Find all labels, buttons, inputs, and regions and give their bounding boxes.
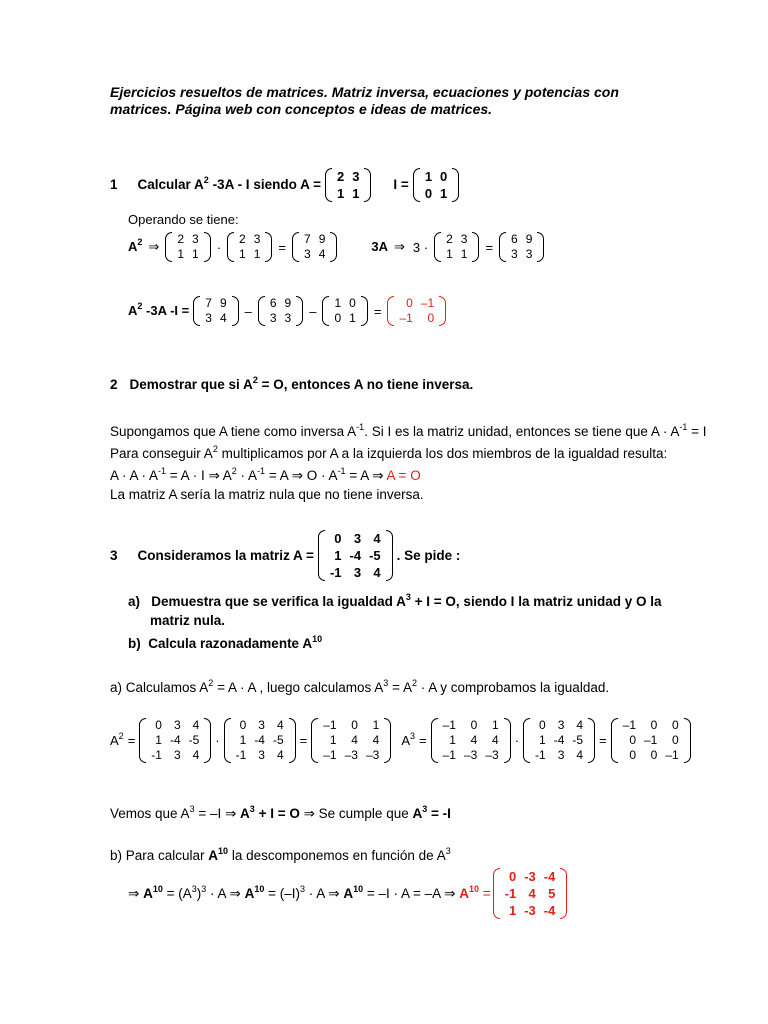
ex2-statement: 2 Demostrar que si $A^2 = O$, entonces A no tiene inversa. <box>110 375 474 392</box>
ex2-p3: $A \cdot A \cdot A^{-1} = A \cdot I$ ⇒ $A^2 \cdot A^{-1} = A$ ⇒ $O \cdot A^{-1} = A$ ⇒ A = O <box>110 466 421 483</box>
ex3-products: $A^2$ = 0 3 4 1 -4 -5 -1 3 4 · 0 3 4 1 -4 -5 -1 3 4 = –1 0 1 1 4 4 –1 –3 –3 $A^3$ = –1 0 1 1 4 4 –1 –3 –3 · 0 3 4 1 -4 -5 -1 3 4 = –1 0 0 0 –1 0 0 0 –1 <box>110 718 691 763</box>
operando-text: Operando se tiene: <box>128 212 239 227</box>
ex3-vemos: Vemos que $A^3 = -I$ ⇒ $A^3 + I = O$ ⇒ Se cumple que $A^3 = -I$ <box>110 804 451 821</box>
matrix-A: 2 3 1 1 <box>325 168 371 202</box>
ex3-statement: 3 Consideramos la matriz A = 0 3 4 1 -4 -5 -1 3 4 . Se pide : <box>110 531 461 580</box>
ex3-sol-b: b) Para calcular $A^{10}$ la descomponemos en función de $A^3$ <box>110 846 451 863</box>
ex3-part-a: a) Demuestra que se verifica la igualdad $A^3 + I = O$, siendo I la matriz unidad y O la <box>128 592 662 609</box>
ex1-statement: 1 Calcular $A^2$ -3A - I siendo A = 2 3 1 1 I = 1 0 0 1 <box>110 168 459 202</box>
ex2-p1: Supongamos que A tiene como inversa $A^{-1}$. Si I es la matriz unidad, entonces se tiene que $A \cdot A^{-1} = I$ <box>110 422 707 439</box>
ex3-part-a-cont: matriz nula. <box>150 613 226 628</box>
ex3-sol-a: a) Calculamos $A^2 = A \cdot A$ , luego calculamos $A^3 = A^2 \cdot A$ y comprobamos la igualdad. <box>110 678 610 695</box>
matrix-A3x3: 0 3 4 1 -4 -5 -1 3 4 <box>318 530 393 581</box>
ex1-final-equation: $A^2$ -3A -I = 7 9 3 4 – 6 9 3 3 – 1 0 0 1 = 0 –1 –1 0 <box>128 296 446 326</box>
ex1-A2-equation: $A^2$ ⇒ 2 3 1 1 · 2 3 1 1 = 7 9 3 4 3A ⇒ 3 · 2 3 1 1 = 6 9 3 3 <box>128 232 544 262</box>
matrix-A10-result: 0 -3 -4 -1 4 5 1 -3 -4 <box>493 868 568 919</box>
page-title: Ejercicios resueltos de matrices. Matriz inversa, ecuaciones y potencias con matrices. Página web con conceptos e ideas de matrices. <box>110 84 619 117</box>
ex2-p2: Para conseguir $A^2$ multiplicamos por A a la izquierda los dos miembros de la igualdad resulta: <box>110 444 668 461</box>
ex3-A10-chain: ⇒ $A^{10} = (A^3)^3 \cdot A$ ⇒ $A^{10} = (-I)^3 \cdot A$ ⇒ $A^{10} = -I \cdot A = -A$ ⇒ $A^{10}$ = 0 -3 -4 -1 4 5 1 -3 -4 <box>128 868 567 919</box>
ex2-p4: La matriz A sería la matriz nula que no tiene inversa. <box>110 487 424 502</box>
ex3-part-b: b) Calcula razonadamente $A^{10}$ <box>128 634 323 651</box>
matrix-I: 1 0 0 1 <box>413 168 459 202</box>
